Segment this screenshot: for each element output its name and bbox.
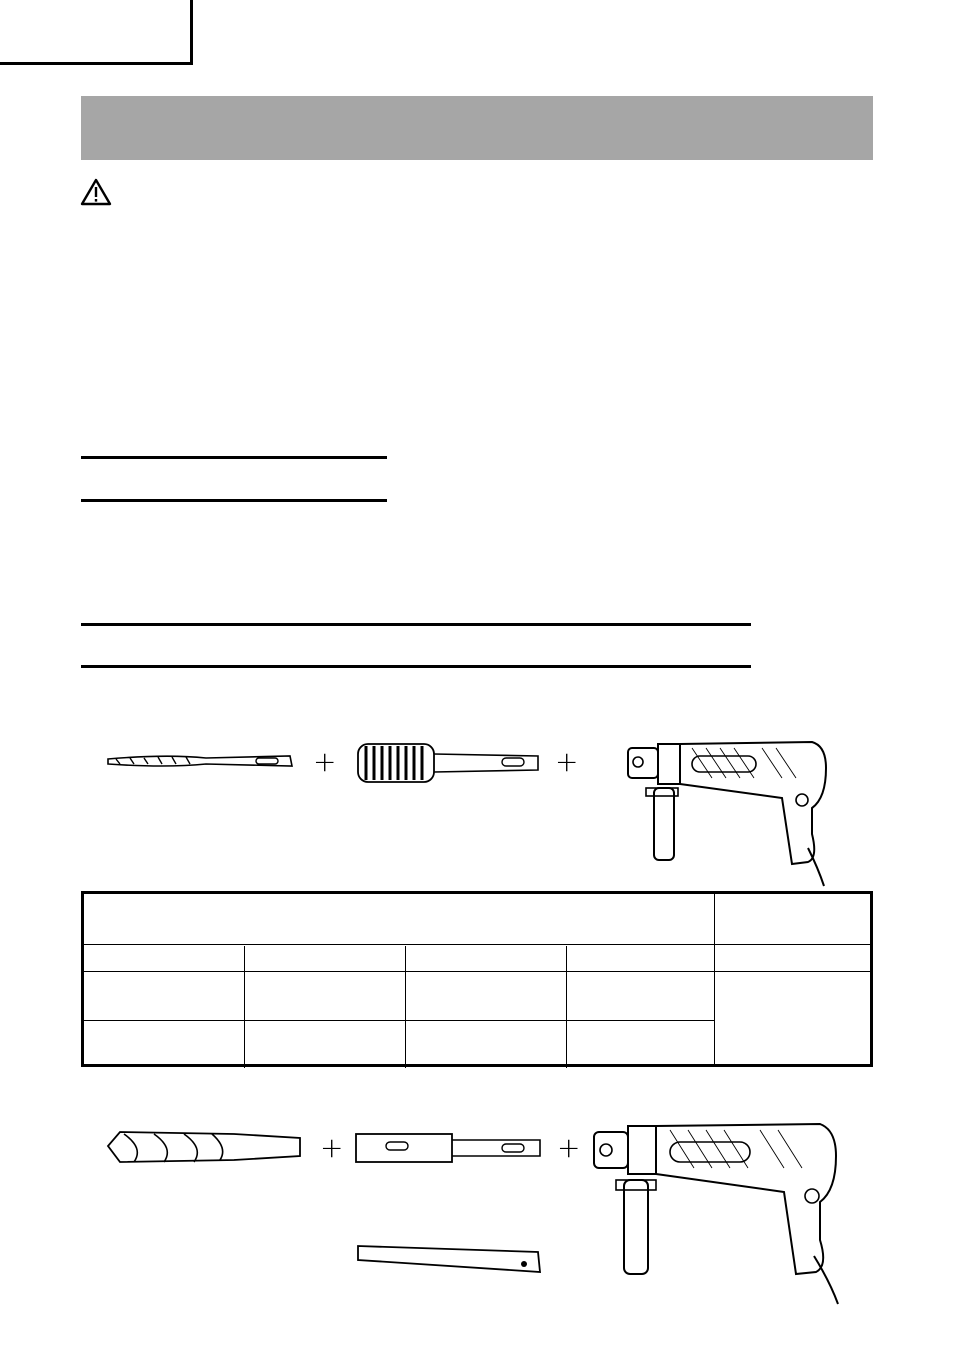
plus-icon: + [555,745,579,778]
warning-triangle-icon [80,178,112,206]
table-row-divider [84,1020,714,1021]
rule-short-2 [81,499,387,502]
taper-shank-drill-bit-icon [104,1128,304,1166]
rotary-hammer-icon [590,1116,852,1306]
plus-icon: + [557,1131,581,1164]
dust-cup-adapter-icon [352,740,542,786]
plus-icon: + [313,745,337,778]
table-row-divider [84,944,870,945]
cotter-wedge-icon [352,1240,544,1280]
rule-long-1 [81,623,751,626]
table-row-divider [84,971,870,972]
rule-short-1 [81,456,387,459]
table-divider [714,894,715,1064]
rotary-hammer-icon [622,738,834,886]
table-col-divider [244,946,245,1068]
spec-table [81,891,873,1067]
plus-icon: + [320,1131,344,1164]
section-header-band [81,96,873,160]
rule-long-2 [81,665,751,668]
table-col-divider [405,946,406,1068]
page-corner-tab [0,0,193,65]
drill-bit-sds-icon [106,750,294,772]
table-col-divider [566,946,567,1068]
taper-shank-adapter-icon [352,1132,544,1164]
